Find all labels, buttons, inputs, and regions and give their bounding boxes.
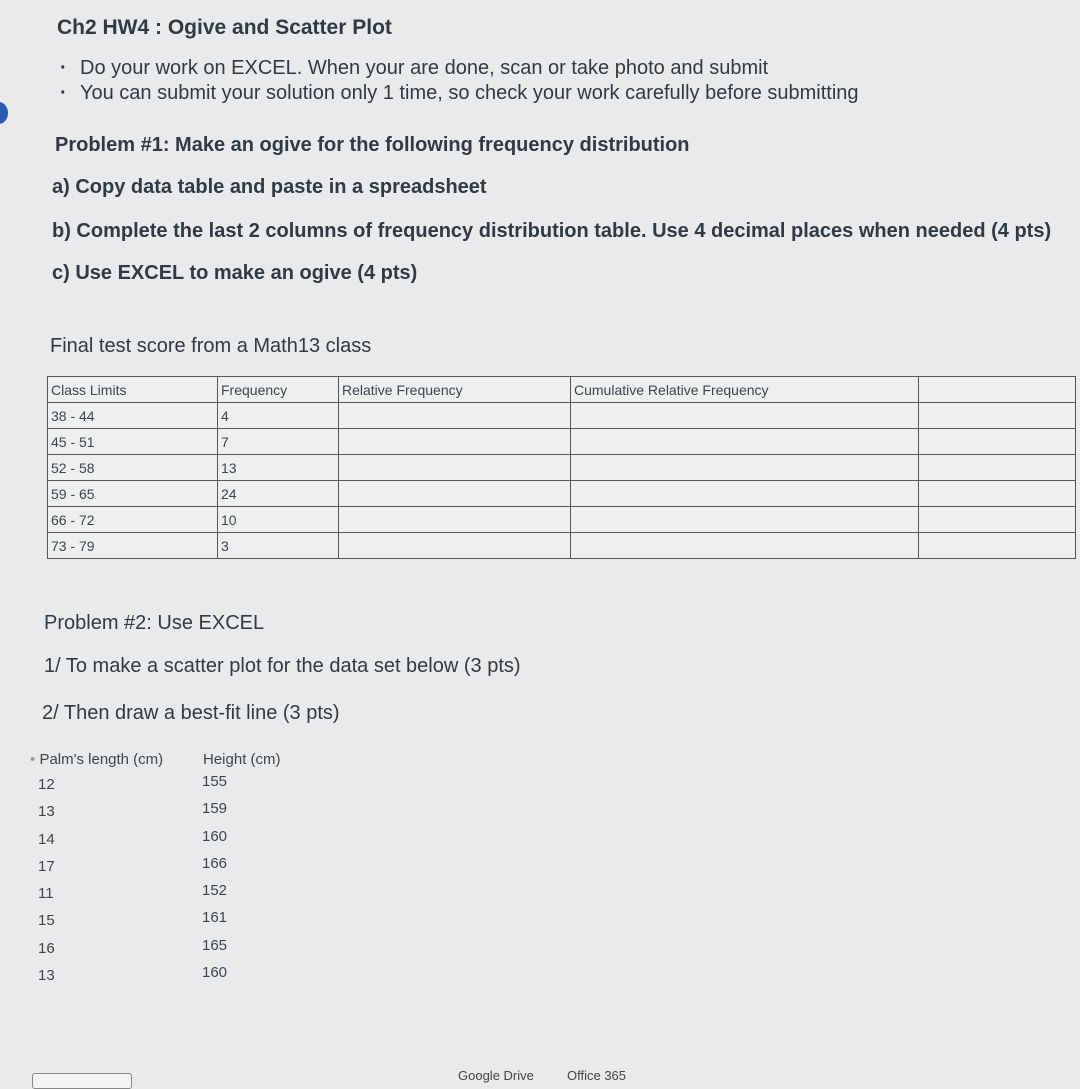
frequency-table <box>47 376 1076 559</box>
height-value: 161 <box>202 909 228 927</box>
cell-class-limits: 38 - 44 <box>48 403 218 429</box>
height-values <box>202 768 227 986</box>
header-cumulative-relative-frequency: Cumulative Relative Frequency <box>571 377 919 403</box>
side-tab-indicator <box>0 102 8 124</box>
cell-empty <box>919 507 1076 533</box>
cell-frequency: 3 <box>218 533 339 559</box>
bottom-button[interactable] <box>32 1073 132 1089</box>
height-value: 152 <box>202 882 228 900</box>
palm-length-values <box>38 771 55 989</box>
problem2-question2: 2/ Then draw a best-fit line (3 pts) <box>42 702 340 724</box>
cell-relative-frequency[interactable] <box>339 429 571 455</box>
table-row <box>48 403 1076 429</box>
cell-cumulative-relative-frequency[interactable] <box>571 507 919 533</box>
instruction-item: · Do your work on EXCEL. When your are done, scan or take photo and submit <box>60 57 769 79</box>
table-row <box>48 481 1076 507</box>
cell-relative-frequency[interactable] <box>339 403 571 429</box>
height-value: 160 <box>202 964 228 982</box>
problem2-heading: Problem #2: Use EXCEL <box>44 612 265 634</box>
cell-class-limits: 59 - 65 <box>48 481 218 507</box>
problem1-heading: Problem #1: Make an ogive for the following frequency distribution <box>55 134 690 156</box>
cell-empty <box>919 455 1076 481</box>
table-row <box>48 429 1076 455</box>
cell-cumulative-relative-frequency[interactable] <box>571 403 919 429</box>
cell-cumulative-relative-frequency[interactable] <box>571 533 919 559</box>
cell-frequency: 24 <box>218 481 339 507</box>
table-row <box>48 455 1076 481</box>
cell-frequency: 4 <box>218 403 339 429</box>
header-empty <box>919 377 1076 403</box>
header-frequency: Frequency <box>218 377 339 403</box>
cell-relative-frequency[interactable] <box>339 481 571 507</box>
table-header-row <box>48 377 1076 403</box>
cell-class-limits: 52 - 58 <box>48 455 218 481</box>
palm-length-header: • Palm's length (cm) <box>30 751 164 768</box>
height-header: Height (cm) <box>203 751 281 768</box>
instruction-list <box>60 56 859 106</box>
palm-value: 16 <box>38 939 55 957</box>
header-class-limits: Class Limits <box>48 377 218 403</box>
cell-class-limits: 73 - 79 <box>48 533 218 559</box>
problem2-question1: 1/ To make a scatter plot for the data set below (3 pts) <box>44 655 521 677</box>
height-value: 155 <box>202 773 228 790</box>
office-365-link[interactable]: Office 365 <box>567 1068 627 1083</box>
cell-cumulative-relative-frequency[interactable] <box>571 429 919 455</box>
palm-value: 13 <box>38 967 55 985</box>
height-value: 159 <box>202 800 228 818</box>
cell-relative-frequency[interactable] <box>339 507 571 533</box>
cell-class-limits: 45 - 51 <box>48 429 218 455</box>
cell-frequency: 13 <box>218 455 339 481</box>
cell-empty <box>919 429 1076 455</box>
table-row <box>48 507 1076 533</box>
palm-value: 12 <box>38 776 55 793</box>
page-title: Ch2 HW4 : Ogive and Scatter Plot <box>57 16 392 39</box>
palm-value: 11 <box>38 885 54 903</box>
palm-value: 14 <box>38 830 55 848</box>
cell-frequency: 7 <box>218 429 339 455</box>
height-value: 160 <box>202 827 228 845</box>
cell-cumulative-relative-frequency[interactable] <box>571 481 919 507</box>
instruction-item: · You can submit your solution only 1 time, so check your work carefully before submitting <box>60 82 859 104</box>
problem1-part-c: c) Use EXCEL to make an ogive (4 pts) <box>52 262 418 284</box>
header-relative-frequency: Relative Frequency <box>339 377 571 403</box>
google-drive-link[interactable]: Google Drive <box>458 1068 534 1083</box>
cell-frequency: 10 <box>218 507 339 533</box>
palm-value: 13 <box>38 803 55 821</box>
cell-relative-frequency[interactable] <box>339 455 571 481</box>
palm-length-column <box>30 746 163 773</box>
table-row <box>48 533 1076 559</box>
cell-cumulative-relative-frequency[interactable] <box>571 455 919 481</box>
table-title: Final test score from a Math13 class <box>50 335 372 357</box>
height-value: 165 <box>202 936 228 954</box>
palm-value: 17 <box>38 857 55 875</box>
cell-empty <box>919 403 1076 429</box>
palm-value: 15 <box>38 912 55 930</box>
cell-empty <box>919 481 1076 507</box>
cell-relative-frequency[interactable] <box>339 533 571 559</box>
cell-class-limits: 66 - 72 <box>48 507 218 533</box>
height-value: 166 <box>202 854 228 872</box>
cell-empty <box>919 533 1076 559</box>
problem1-part-a: a) Copy data table and paste in a spreadsheet <box>52 176 487 198</box>
problem1-part-b: b) Complete the last 2 columns of frequency distribution table. Use 4 decimal places when needed (4 pts) <box>52 220 1052 242</box>
